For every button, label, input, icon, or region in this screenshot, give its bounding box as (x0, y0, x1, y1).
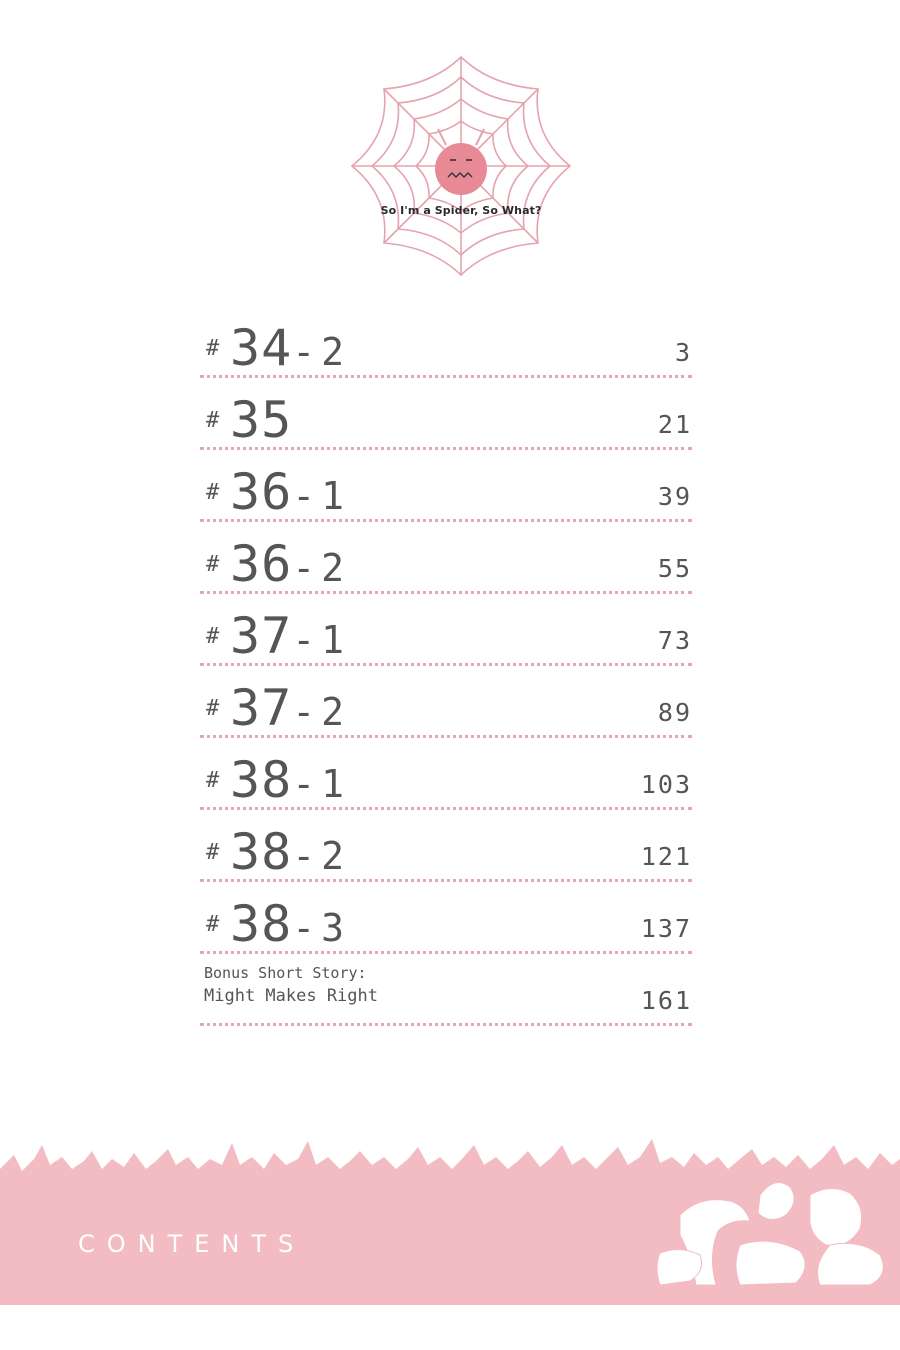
page-number: 137 (640, 914, 692, 943)
page-number: 121 (640, 842, 692, 871)
page-number: 39 (657, 482, 692, 511)
chapter-hash: # (206, 696, 220, 721)
toc-row[interactable] (200, 450, 692, 522)
chapter-number: 35 (230, 391, 293, 449)
toc-row[interactable] (200, 810, 692, 882)
chapter-number: 36-1 (230, 463, 350, 521)
page-number: 21 (657, 410, 692, 439)
chapter-hash: # (206, 408, 220, 433)
chapter-hash: # (206, 768, 220, 793)
toc-row[interactable] (200, 882, 692, 954)
series-title: So I'm a Spider, So What? (380, 204, 542, 217)
toc-row-bonus[interactable] (200, 954, 692, 1026)
toc-row[interactable] (200, 306, 692, 378)
chapter-hash: # (206, 552, 220, 577)
toc-row[interactable] (200, 378, 692, 450)
chapter-number: 38-1 (230, 751, 350, 809)
chapter-number: 34-2 (230, 319, 350, 377)
chapter-number: 38-3 (230, 895, 350, 953)
toc-row[interactable] (200, 666, 692, 738)
page-number: 103 (640, 770, 692, 799)
bonus-title: Might Makes Right (204, 986, 378, 1006)
contents-heading: CONTENTS (78, 1230, 306, 1258)
chapter-number: 37-1 (230, 607, 350, 665)
chapter-number: 38-2 (230, 823, 350, 881)
page-number: 73 (657, 626, 692, 655)
page-number: 89 (657, 698, 692, 727)
chapter-number: 37-2 (230, 679, 350, 737)
series-logo (350, 55, 572, 277)
chapter-hash: # (206, 336, 220, 361)
spider-web-icon (350, 55, 572, 277)
page-number: 3 (674, 338, 692, 367)
footer-band (0, 1135, 900, 1305)
toc-row[interactable] (200, 522, 692, 594)
chapter-hash: # (206, 624, 220, 649)
bonus-label: Bonus Short Story: (204, 964, 367, 982)
chapter-number: 36-2 (230, 535, 350, 593)
toc-row[interactable] (200, 594, 692, 666)
page-number: 161 (640, 986, 692, 1015)
chapter-hash: # (206, 840, 220, 865)
table-of-contents (200, 306, 692, 1026)
chapter-hash: # (206, 480, 220, 505)
chapter-hash: # (206, 912, 220, 937)
page-number: 55 (657, 554, 692, 583)
toc-row[interactable] (200, 738, 692, 810)
